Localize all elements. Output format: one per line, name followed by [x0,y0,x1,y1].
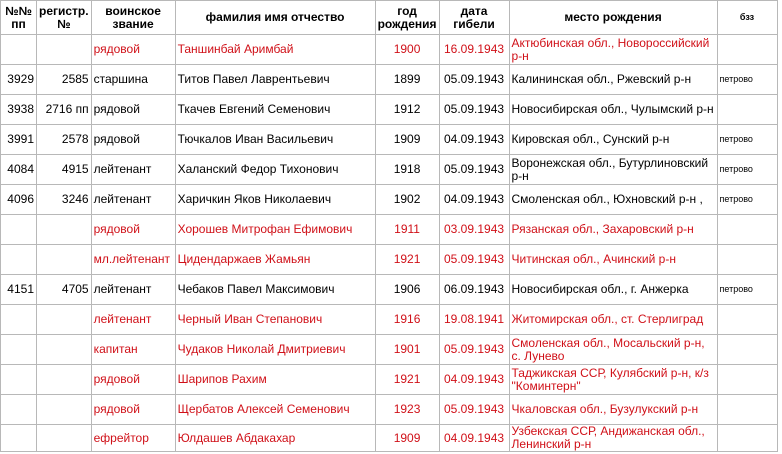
cell-extra [717,35,777,65]
cell-place: Актюбинская обл., Новороссийский р-н [509,35,717,65]
table-row [1,275,778,305]
cell-death: 05.09.1943 [439,335,509,365]
cell-born: 1906 [375,275,439,305]
cell-extra: петрово [717,125,777,155]
cell-num [1,425,37,452]
cell-reg: 2578 [37,125,92,155]
cell-death: 05.09.1943 [439,65,509,95]
cell-death: 04.09.1943 [439,425,509,452]
cell-death: 05.09.1943 [439,245,509,275]
cell-rank: мл.лейтенант [91,245,175,275]
cell-rank: рядовой [91,365,175,395]
cell-death: 05.09.1943 [439,155,509,185]
cell-extra: петрово [717,185,777,215]
cell-name: Хорошев Митрофан Ефимович [175,215,375,245]
cell-rank: ефрейтор [91,425,175,452]
cell-reg [37,395,92,425]
cell-reg: 2585 [37,65,92,95]
cell-extra: петрово [717,65,777,95]
cell-name: Ткачев Евгений Семенович [175,95,375,125]
cell-reg: 4915 [37,155,92,185]
cell-rank: рядовой [91,215,175,245]
cell-num: 4096 [1,185,37,215]
cell-reg [37,335,92,365]
table-row [1,245,778,275]
cell-born: 1916 [375,305,439,335]
cell-born: 1901 [375,335,439,365]
cell-place: Новосибирская обл., Чулымский р-н [509,95,717,125]
header-reg: регистр. № [37,1,92,35]
cell-reg [37,365,92,395]
table-row [1,95,778,125]
table-row [1,365,778,395]
cell-num [1,215,37,245]
cell-born: 1912 [375,95,439,125]
cell-name: Шарипов Рахим [175,365,375,395]
cell-num: 3929 [1,65,37,95]
cell-place: Воронежская обл., Бутурлиновский р-н [509,155,717,185]
cell-name: Юлдашев Абдакахар [175,425,375,452]
header-name: фамилия имя отчество [175,1,375,35]
cell-num [1,365,37,395]
cell-reg [37,215,92,245]
cell-name: Цидендаржаев Жамьян [175,245,375,275]
cell-rank: старшина [91,65,175,95]
cell-death: 03.09.1943 [439,215,509,245]
cell-rank: рядовой [91,95,175,125]
cell-extra: петрово [717,155,777,185]
cell-num [1,245,37,275]
cell-name: Чудаков Николай Дмитриевич [175,335,375,365]
cell-rank: рядовой [91,35,175,65]
cell-extra [717,335,777,365]
cell-name: Халанский Федор Тихонович [175,155,375,185]
cell-place: Калининская обл., Ржевский р-н [509,65,717,95]
cell-born: 1921 [375,245,439,275]
cell-extra [717,395,777,425]
cell-name: Титов Павел Лаврентьевич [175,65,375,95]
cell-place: Узбекская ССР, Андижанская обл., Ленинский р-н [509,425,717,452]
header-death: дата гибели [439,1,509,35]
cell-reg: 4705 [37,275,92,305]
cell-rank: лейтенант [91,275,175,305]
cell-rank: лейтенант [91,305,175,335]
cell-num: 4151 [1,275,37,305]
table-row [1,305,778,335]
cell-num [1,335,37,365]
cell-num: 3938 [1,95,37,125]
cell-extra [717,245,777,275]
cell-num: 3991 [1,125,37,155]
cell-num [1,395,37,425]
cell-death: 05.09.1943 [439,95,509,125]
cell-born: 1911 [375,215,439,245]
cell-born: 1918 [375,155,439,185]
table-row [1,155,778,185]
cell-name: Таншинбай Аримбай [175,35,375,65]
cell-rank: капитан [91,335,175,365]
header-rank: воинское звание [91,1,175,35]
cell-death: 04.09.1943 [439,185,509,215]
cell-name: Щербатов Алексей Семенович [175,395,375,425]
cell-place: Читинская обл., Ачинский р-н [509,245,717,275]
table-body [1,35,778,452]
cell-born: 1909 [375,425,439,452]
cell-extra [717,305,777,335]
cell-rank: рядовой [91,125,175,155]
cell-rank: лейтенант [91,185,175,215]
cell-place: Таджикская ССР, Кулябский р-н, к/з "Коминтерн" [509,365,717,395]
table-row [1,125,778,155]
cell-death: 19.08.1941 [439,305,509,335]
cell-reg [37,305,92,335]
cell-rank: рядовой [91,395,175,425]
header-extra: бзз [717,1,777,35]
cell-born: 1923 [375,395,439,425]
cell-place: Новосибирская обл., г. Анжерка [509,275,717,305]
header-place: место рождения [509,1,717,35]
table-row [1,65,778,95]
header-num: №№ пп [1,1,37,35]
table-row [1,215,778,245]
cell-born: 1900 [375,35,439,65]
cell-reg: 2716 пп [37,95,92,125]
cell-name: Чебаков Павел Максимович [175,275,375,305]
cell-num [1,305,37,335]
cell-place: Житомирская обл., ст. Стерлиград [509,305,717,335]
cell-death: 04.09.1943 [439,365,509,395]
cell-born: 1899 [375,65,439,95]
cell-reg [37,425,92,452]
cell-name: Харичкин Яков Николаевич [175,185,375,215]
cell-extra: петрово [717,275,777,305]
cell-death: 05.09.1943 [439,395,509,425]
cell-reg [37,35,92,65]
cell-born: 1921 [375,365,439,395]
cell-death: 16.09.1943 [439,35,509,65]
cell-place: Смоленская обл., Мосальский р-н, с. Лунево [509,335,717,365]
cell-name: Черный Иван Степанович [175,305,375,335]
cell-death: 06.09.1943 [439,275,509,305]
cell-reg: 3246 [37,185,92,215]
table-row [1,395,778,425]
header-born: год рождения [375,1,439,35]
cell-name: Тючкалов Иван Васильевич [175,125,375,155]
cell-extra [717,95,777,125]
cell-place: Чкаловская обл., Бузулукский р-н [509,395,717,425]
cell-rank: лейтенант [91,155,175,185]
cell-born: 1902 [375,185,439,215]
cell-place: Рязанская обл., Захаровский р-н [509,215,717,245]
cell-extra [717,365,777,395]
table-row [1,185,778,215]
cell-extra [717,215,777,245]
table-row [1,425,778,452]
table-row [1,335,778,365]
table-row [1,35,778,65]
cell-born: 1909 [375,125,439,155]
cell-place: Смоленская обл., Юхновский р-н , [509,185,717,215]
cell-place: Кировская обл., Сунский р-н [509,125,717,155]
cell-num: 4084 [1,155,37,185]
cell-extra [717,425,777,452]
cell-num [1,35,37,65]
header-row [1,1,778,35]
cell-death: 04.09.1943 [439,125,509,155]
cell-reg [37,245,92,275]
